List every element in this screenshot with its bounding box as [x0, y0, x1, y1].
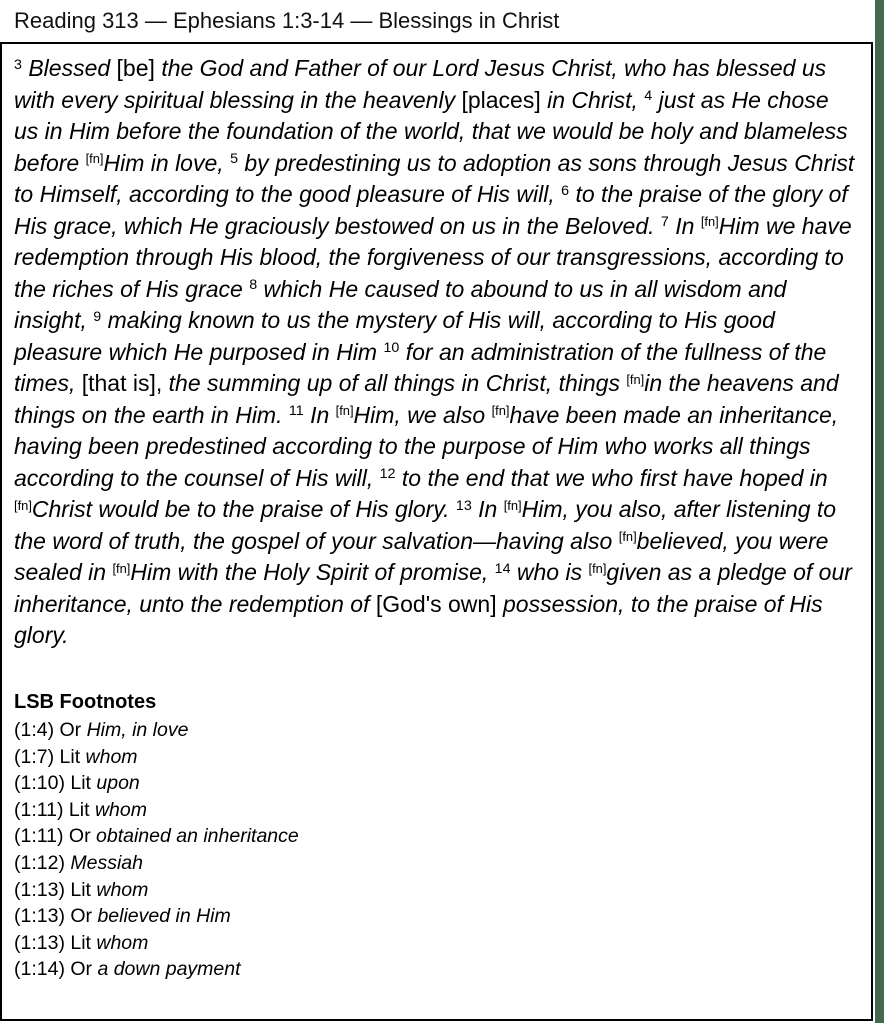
verse-number: 6 — [561, 182, 570, 199]
passage-italic-text: In — [310, 401, 336, 428]
footnote-ref: (1:12) — [14, 851, 71, 874]
verse-number: 13 — [455, 497, 472, 514]
footnote-marker: [fn] — [335, 403, 354, 419]
passage-italic-text: in the heavens and things on the earth in Him. — [14, 370, 839, 428]
verse-number: 10 — [383, 340, 400, 357]
footnote-marker: [fn] — [626, 371, 645, 387]
footnote-ref: (1:11) Lit — [14, 798, 95, 821]
footnotes-list — [14, 717, 859, 983]
footnote-marker: [fn] — [588, 560, 607, 576]
footnote-alt-text: upon — [96, 772, 140, 795]
passage-italic-text: Him, you also, after listening to the word of truth, the gospel of your salvation—having also — [14, 496, 837, 554]
verse-number: 4 — [644, 88, 653, 105]
passage-italic-text: making known to us the mystery of His will, according to His good pleasure which He purposed in Him — [14, 307, 775, 365]
footnote-ref: (1:13) Lit — [14, 931, 97, 954]
passage-italic-text: believed, you were sealed in — [14, 527, 829, 585]
footnote-marker: [fn] — [14, 497, 32, 513]
footnote-marker: [fn] — [503, 497, 522, 513]
footnote-marker: [fn] — [112, 560, 131, 576]
footnote-alt-text: Him, in love — [86, 719, 189, 741]
footnote-item — [14, 877, 859, 904]
passage-text — [14, 53, 859, 652]
passage-italic-text: Him we have redemption through His blood, the forgiveness of our transgressions, according to the riches of His grace — [14, 212, 852, 302]
passage-italic-text: to the praise of the glory of His grace, which He graciously bestowed on us in the Beloved. — [14, 181, 848, 239]
footnote-item — [14, 956, 859, 983]
passage-italic-text: in Christ, — [547, 86, 645, 113]
passage-italic-text: which He caused to abound to us in all wisdom and insight, — [14, 275, 787, 333]
passage-italic-text: In — [675, 212, 701, 239]
verse-number: 3 — [14, 56, 22, 73]
footnote-item — [14, 797, 859, 824]
footnote-ref: (1:14) Or — [14, 958, 98, 981]
footnote-item — [14, 744, 859, 771]
footnote-alt-text: whom — [96, 931, 149, 954]
verse-number: 8 — [249, 277, 258, 294]
passage-italic-text: the God and Father of our Lord Jesus Christ, who has blessed us with every spiritual blessing in the heavenly — [14, 55, 827, 113]
footnote-ref: (1:13) Lit — [14, 878, 97, 901]
passage-italic-text: the summing up of all things in Christ, things — [168, 370, 627, 396]
footnote-ref: (1:11) Or — [14, 825, 96, 848]
passage-italic-text: given as a pledge of our inheritance, unto the redemption of — [14, 559, 852, 617]
right-edge-accent-strip — [875, 0, 884, 1023]
footnote-item — [14, 770, 859, 797]
footnote-marker: [fn] — [700, 214, 719, 230]
footnote-item — [14, 903, 859, 930]
passage-italic-text: just as He chose us in Him before the foundation of the world, that we would be holy and blameless before — [14, 86, 848, 176]
footnotes-section — [14, 689, 859, 983]
page-title: Reading 313 — Ephesians 1:3-14 — Blessings in Christ — [14, 8, 560, 33]
passage-italic-text: Blessed — [28, 55, 117, 81]
passage-italic-text: Him with the Holy Spirit of promise, — [130, 559, 495, 585]
verse-number: 7 — [660, 214, 669, 231]
passage-bracketed-text: [places] — [461, 86, 548, 113]
footnote-alt-text: obtained an inheritance — [96, 825, 299, 848]
passage-bracketed-text: [God's own] — [375, 590, 503, 617]
footnote-item — [14, 717, 859, 744]
passage-bracketed-text: [be] — [116, 55, 162, 81]
passage-italic-text: for an administration of the fullness of the times, — [14, 338, 827, 396]
footnote-marker: [fn] — [618, 529, 637, 545]
footnote-alt-text: whom — [85, 745, 138, 768]
passage-bracketed-text: [that is], — [81, 370, 169, 396]
passage-italic-text: have been made an inheritance, having been predestined according to the purpose of Him who works all things according to the counsel of His will, — [14, 401, 839, 491]
footnote-ref: (1:4) Or — [14, 719, 87, 741]
verse-number: 5 — [230, 151, 238, 168]
footnote-alt-text: a down payment — [97, 958, 241, 981]
passage-italic-text: Him, we also — [353, 401, 492, 428]
footnote-alt-text: Messiah — [70, 851, 143, 874]
footnote-alt-text: believed in Him — [97, 905, 231, 928]
footnote-item — [14, 850, 859, 877]
passage-italic-text: Christ would be to the praise of His glory. — [31, 496, 456, 522]
footnote-item — [14, 930, 859, 957]
verse-number: 14 — [494, 560, 511, 577]
footnote-alt-text: whom — [96, 878, 149, 901]
passage-box — [0, 42, 873, 1021]
verse-number: 9 — [93, 308, 102, 325]
passage-italic-text: by predestining us to adoption as sons through Jesus Christ to Himself, according to the good pleasure of His will, — [14, 149, 855, 207]
passage-italic-text: possession, to the praise of His glory. — [14, 590, 823, 648]
footnote-ref: (1:10) Lit — [14, 772, 97, 795]
passage-italic-text: In — [478, 496, 504, 522]
passage-italic-text: who is — [516, 559, 589, 585]
footnote-item — [14, 823, 859, 850]
footnotes-heading: LSB Footnotes — [14, 690, 157, 713]
footnote-marker: [fn] — [491, 403, 510, 419]
passage-italic-text: to the end that we who first have hoped in — [401, 464, 828, 491]
verse-number: 11 — [288, 403, 304, 420]
footnote-ref: (1:13) Or — [14, 905, 98, 928]
verse-number: 12 — [379, 466, 396, 483]
footnote-ref: (1:7) Lit — [14, 745, 86, 768]
footnote-alt-text: whom — [94, 798, 147, 821]
footnote-marker: [fn] — [85, 151, 104, 167]
passage-italic-text: Him in love, — [103, 149, 231, 176]
